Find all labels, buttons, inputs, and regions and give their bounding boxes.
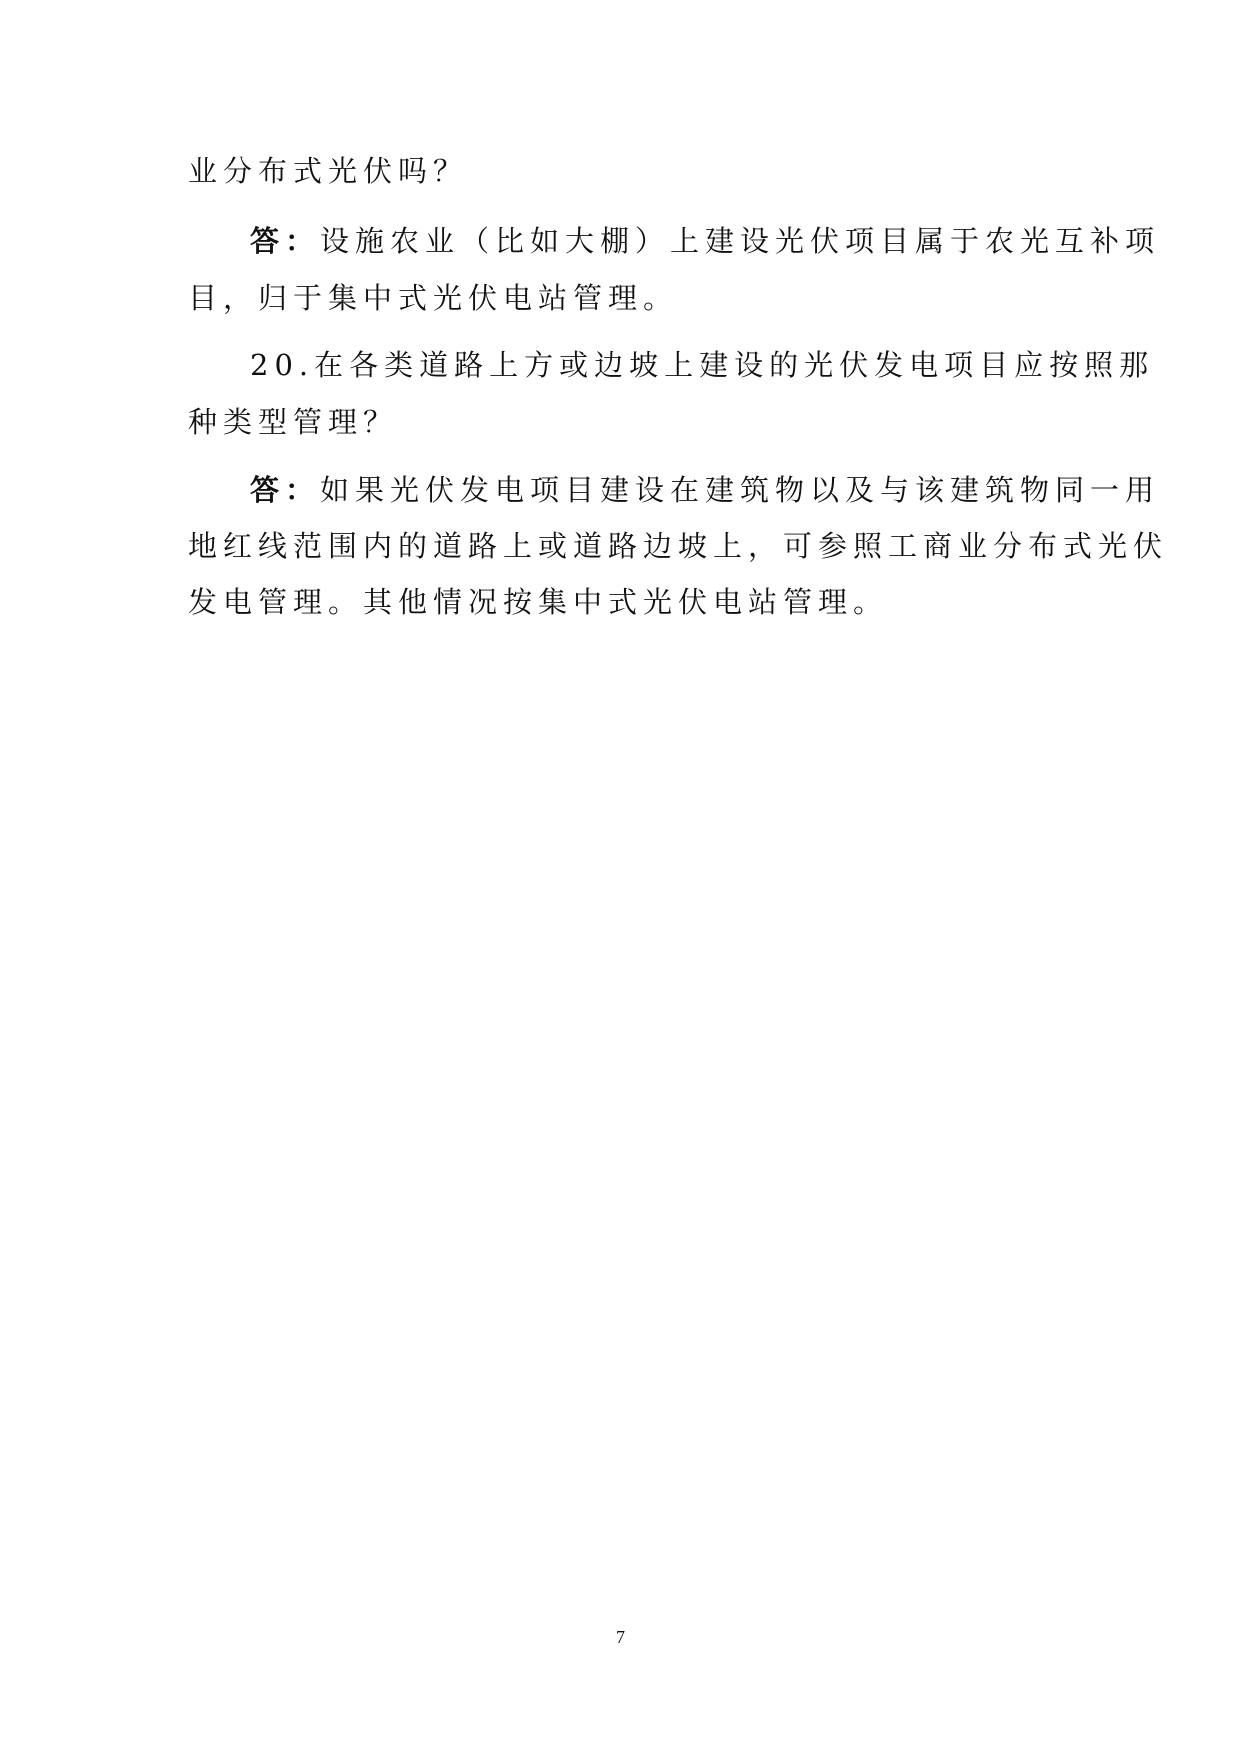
question-paragraph [250, 345, 1155, 385]
answer-label: 答： [250, 224, 321, 258]
text-line: 目，归于集中式光伏电站管理。 [188, 281, 679, 315]
text-line: 20.在各类道路上方或边坡上建设的光伏发电项目应按照那 [250, 348, 1155, 382]
answer-label: 答： [250, 473, 321, 507]
text-line: 设施农业（比如大棚）上建设光伏项目属于农光互补项 [320, 224, 1161, 258]
text-line: 如果光伏发电项目建设在建筑物以及与该建筑物同一用 [320, 473, 1161, 507]
paragraph-continuation [188, 151, 1054, 191]
text-line: 种类型管理？ [188, 405, 399, 439]
answer-paragraph [250, 221, 1161, 261]
answer-paragraph [250, 470, 1161, 510]
answer-paragraph-line [188, 582, 1054, 622]
text-line: 业分布式光伏吗？ [188, 154, 469, 188]
answer-paragraph-line [188, 526, 1169, 566]
text-line: 地红线范围内的道路上或道路边坡上，可参照工商业分布式光伏 [188, 529, 1169, 563]
question-paragraph-line [188, 402, 1054, 442]
text-line: 发电管理。其他情况按集中式光伏电站管理。 [188, 585, 889, 619]
answer-paragraph-line [188, 278, 1054, 318]
page-number: 7 [616, 1627, 625, 1647]
